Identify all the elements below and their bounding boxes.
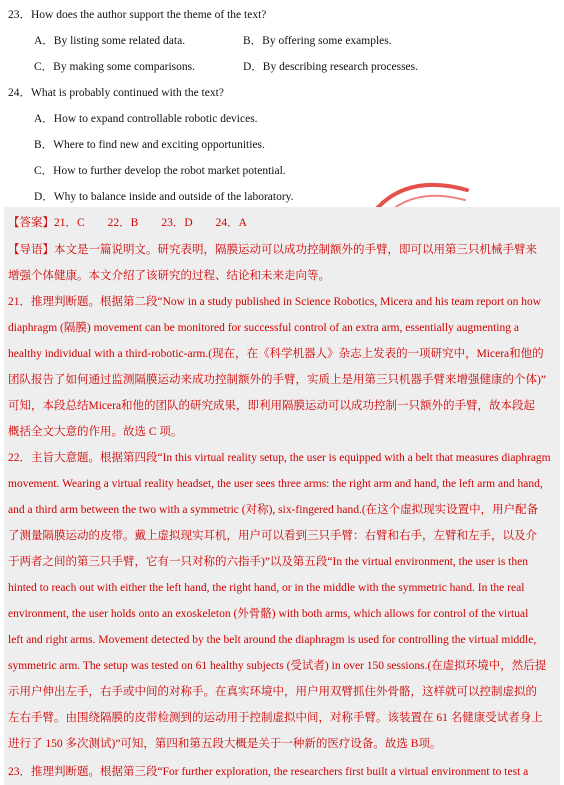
q23-option-d: D．By describing research processes. [243,61,418,73]
e22-line-3: and a third arm between the two with a symmetric (对称), six-fingered hand.(在这个虚拟现实设置中，用户配备 [8,504,539,516]
answer-key: 【答案】21．C 22．B 23．D 24．A [8,217,247,229]
q24-option-a: A．How to expand controllable robotic devices. [34,113,258,125]
e21-line-1: 21．推理判断题。根据第二段“Now in a study published in Science Robotics, Micera and his team report on how [8,296,542,308]
q23-option-a: A．By listing some related data. [34,35,186,47]
q23-option-b: B．By offering some examples. [243,35,392,47]
e22-line-11: 左右手臂。由围绕隔膜的皮带检测到的运动用于控制虚拟中间，对称手臂。该装置在 61 名健康受试者身上 [8,712,543,724]
e22-line-2: movement. Wearing a virtual reality headset, the user sees three arms: the right arm and hand, the left arm and hand, [8,478,543,490]
q24-option-c: C．How to further develop the robot market potential. [34,165,286,177]
e22-line-10: 示用户伸出左手，右手或中间的对称手。在真实环境中，用户用双臂抓住外骨骼，这样就可以控制虚拟的 [8,686,537,698]
e22-line-1: 22．主旨大意题。根据第四段“In this virtual reality setup, the user is equipped with a belt that measures diaphragm [8,452,551,464]
q24-stem: 24．What is probably continued with the text? [8,87,224,99]
e22-line-4: 了测量隔膜运动的皮带。戴上虚拟现实耳机，用户可以看到三只手臂：右臂和右手，左臂和左手，以及介 [8,530,537,542]
guide-line-2: 增强个体健康。本文介绍了该研究的过程、结论和未来走向等。 [8,270,330,282]
e23-line-1: 23．推理判断题。根据第三段“For further exploration, the researchers first built a virtual environment to test a [8,766,529,778]
q23-stem: 23．How does the author support the theme of the text? [8,9,267,21]
e21-line-5: 可知，本段总结Micera和他的团队的研究成果，即利用隔膜运动可以成功控制一只额外的手臂，故本段起 [8,400,536,412]
e21-line-2: diaphragm (隔膜) movement can be monitored for successful control of an extra arm, essentially augmenting a [8,322,519,334]
e22-line-7: environment, the user holds onto an exoskeleton (外骨骼) with both arms, which allows for control of the virtual [8,608,529,620]
e22-line-8: left and right arms. Movement detected by the belt around the diaphragm is used for controlling the virtual middle, [8,634,537,646]
e21-line-3: healthy individual with a third-robotic-arm.(现在，在《科学机器人》杂志上发表的一项研究中，Micera和他的 [8,348,544,360]
e21-line-6: 概括全文大意的作用。故选 C 项。 [8,426,183,438]
e22-line-9: symmetric arm. The setup was tested on 61 healthy subjects (受试者) in over 150 sessions.(在虚拟环境中，然后提 [8,660,547,672]
e21-line-4: 团队报告了如何通过监测隔膜运动来成功控制额外的手臂，实质上是用第三只机器手臂来增强健康的个体)” [8,374,546,386]
q24-option-b: B．Where to find new and exciting opportunities. [34,139,265,151]
e22-line-5: 于两者之间的第三只手臂，它有一只对称的六指手)”以及第五段“In the virtual environment, the user is then [8,556,528,568]
e22-line-12: 进行了 150 多次测试)”可知，第四和第五段大概是关于一种新的医疗设备。故选 B项。 [8,738,442,750]
e22-line-6: hinted to reach out with either the left hand, the right hand, or in the middle with the symmetric hand. In the real [8,582,525,594]
q23-option-c: C．By making some comparisons. [34,61,195,73]
guide-line-1: 【导语】本文是一篇说明文。研究表明，隔膜运动可以成功控制额外的手臂，即可以用第三只机械手臂来 [8,244,537,256]
q24-option-d: D．Why to balance inside and outside of the laboratory. [34,191,294,203]
